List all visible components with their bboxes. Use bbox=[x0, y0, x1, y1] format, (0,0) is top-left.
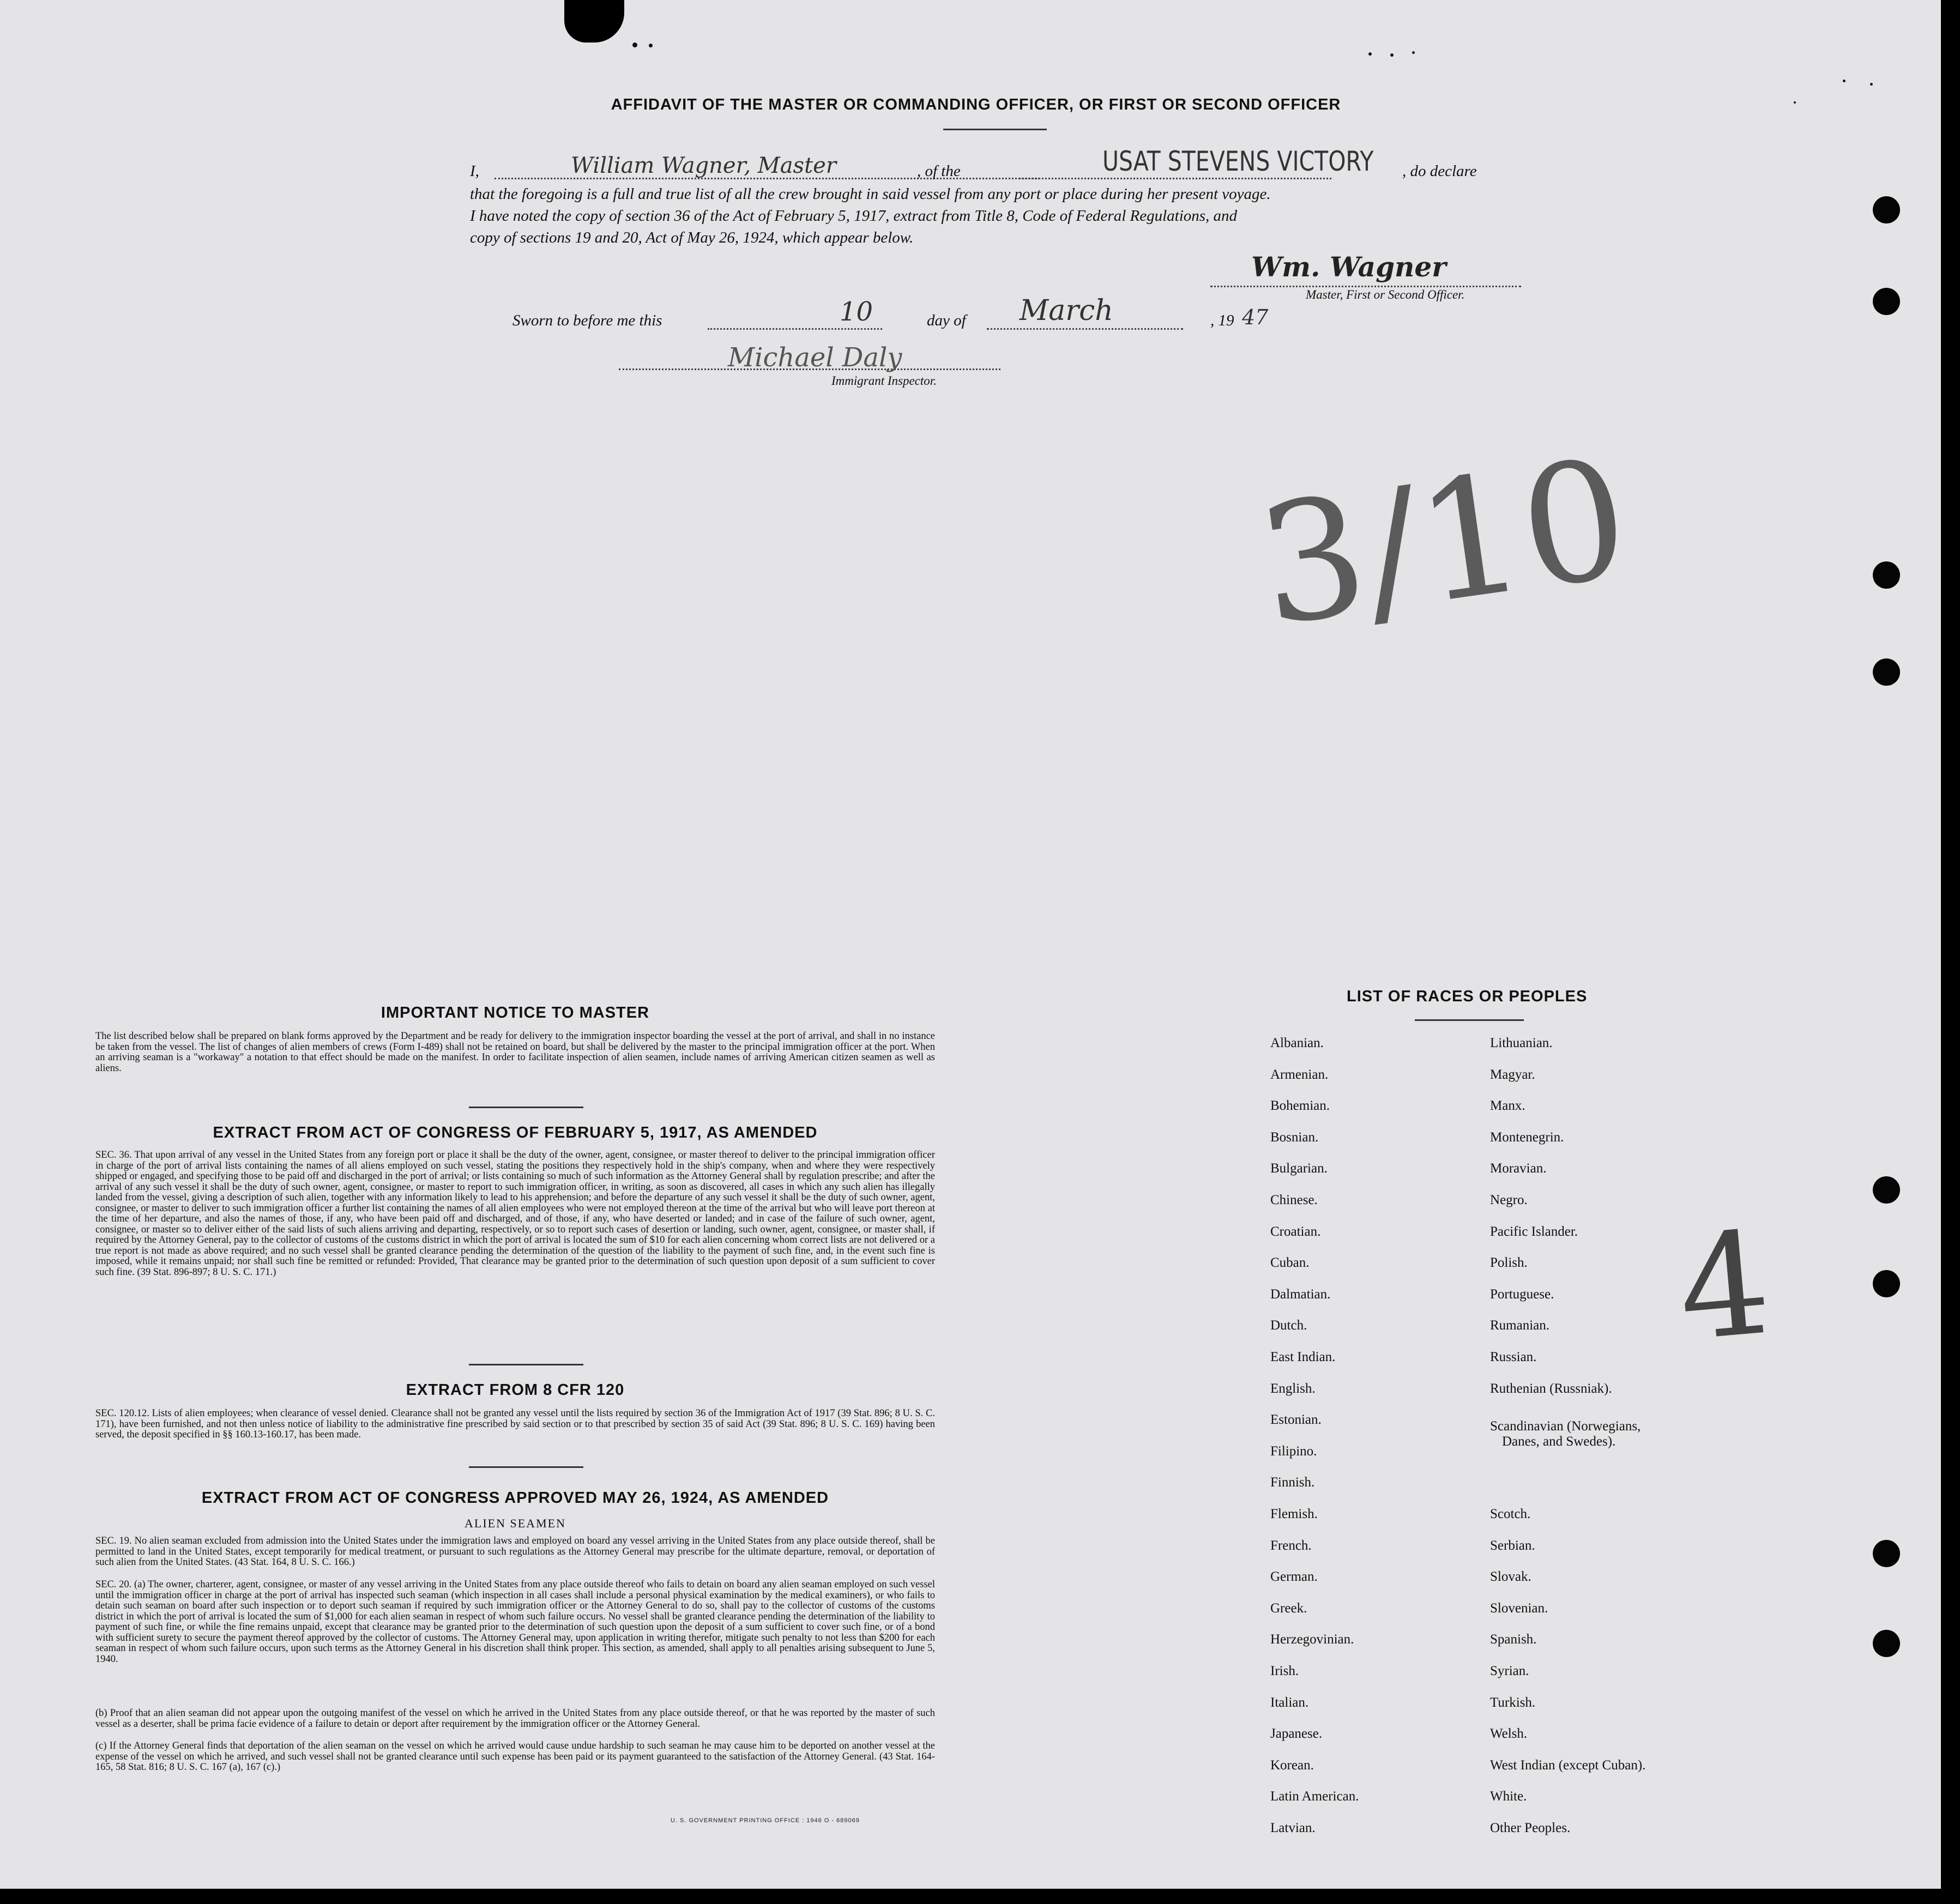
affidavit-line-1 bbox=[470, 146, 1528, 185]
punch-hole bbox=[1873, 1176, 1900, 1204]
race-item: Ruthenian (Russniak). bbox=[1490, 1381, 1612, 1396]
speck bbox=[1412, 51, 1415, 54]
race-item: Slovak. bbox=[1490, 1569, 1531, 1585]
race-item: Bosnian. bbox=[1270, 1129, 1319, 1145]
gpo-footer: U. S. GOVERNMENT PRINTING OFFICE : 1946 O - 689069 bbox=[671, 1817, 860, 1824]
races-title: LIST OF RACES OR PEOPLES bbox=[1347, 988, 1588, 1005]
race-item: Greek. bbox=[1270, 1600, 1307, 1616]
race-item: English. bbox=[1270, 1381, 1316, 1396]
race-item: Lithuanian. bbox=[1490, 1036, 1553, 1050]
affidavit-line-3: I have noted the copy of section 36 of the Act of February 5, 1917, extract from Title 8, Code of Federal Regulations, and bbox=[470, 207, 1238, 225]
race-item: Portuguese. bbox=[1490, 1286, 1554, 1302]
inspector-signature: Michael Daly bbox=[728, 342, 902, 373]
race-item: Magyar. bbox=[1490, 1067, 1535, 1082]
punch-hole bbox=[1873, 196, 1900, 223]
race-item: Scandinavian (Norwegians, bbox=[1490, 1419, 1641, 1434]
do-declare-text: , do declare bbox=[1402, 162, 1477, 180]
divider bbox=[469, 1466, 583, 1468]
affidavit-line-4: copy of sections 19 and 20, Act of May 26, 1924, which appear below. bbox=[470, 229, 914, 246]
race-item: Irish. bbox=[1270, 1664, 1299, 1678]
extract-cfr-text: SEC. 120.12. Lists of alien employees; when clearance of vessel denied. Clearance shall not be granted any vessel until the lists required by section 36 of the Immigration Act of 1917 (39 Stat. 896; 8 U. S. C. 171), have been furnished, and not then unless notice of liability to the administrative fine prescribed by said section or to that prescribed by section 35 of said Act (39 Stat. 896; 8 U. S. C. 169) having been served, the deposit specified in §§ 160.13-160.17, has been made. bbox=[95, 1408, 935, 1440]
race-item: Italian. bbox=[1270, 1695, 1309, 1710]
race-item: Rumanian. bbox=[1490, 1318, 1550, 1333]
day-dotline bbox=[708, 328, 882, 330]
race-item: Bulgarian. bbox=[1270, 1161, 1328, 1176]
inspector-dotline bbox=[619, 368, 1000, 370]
race-item: Chinese. bbox=[1270, 1193, 1318, 1207]
race-item: Other Peoples. bbox=[1490, 1821, 1571, 1835]
extract-1917-title: EXTRACT FROM ACT OF CONGRESS OF FEBRUARY 5, 1917, AS AMENDED bbox=[213, 1124, 818, 1141]
race-item: Armenian. bbox=[1270, 1067, 1329, 1082]
punch-hole bbox=[1873, 288, 1900, 315]
i-word: I, bbox=[470, 162, 479, 180]
race-item: Polish. bbox=[1490, 1255, 1528, 1271]
divider bbox=[469, 1364, 583, 1365]
punch-hole bbox=[1873, 561, 1900, 589]
sworn-line bbox=[512, 294, 1330, 337]
punch-hole bbox=[1873, 1270, 1900, 1297]
extract-1917-text: SEC. 36. That upon arrival of any vessel in the United States from any foreign port or place it shall be the duty of the owner, agent, consignee, or master thereof to deliver to the principal immigration officer in charge of the port of arrival lists containing the names of all aliens employed on such vessel, stating the positions they respectively hold in the ship's company, when and where they were respectively shipped or engaged, and specifying those to be paid off and discharged in the port of arrival; or lists containing so much of such information as the Attorney General shall by regulation prescribe; and after the arrival of any such vessel it shall be the duty of such owner, agent, consignee, or master to report to such immigration officer, in writing, as soon as discovered, all cases in which any such alien has illegally landed from the vessel, giving a description of such alien, together with any information likely to lead to his apprehension; and before the departure of any such vessel it shall be the duty of such owner, agent, consignee, or master to deliver to such immigration officer a further list containing the names of all alien employees who were not employed thereon at the time of the arrival but who will leave port thereon at the time of her departure, and also the names of those, if any, who have been paid off and discharged, and of those, if any, who have deserted or landed; and in case of the failure of such owner, agent, consignee, or master so to deliver either of the said lists of such aliens arriving and departing, respectively, or so to report such cases of desertion or landing, such owner, agent, consignee, or master shall, if required by the Attorney General, pay to the collector of customs of the customs district in which the port of arrival is located the sum of $10 for each alien concerning whom correct lists are not delivered or a true report is not made as above required; and no such vessel shall be granted clearance pending the determination of the question of the liability to the payment of such fine, and, in the event such fine is imposed, while it remains unpaid; nor shall such fine be remitted or refunded: Provided, That clearance may be granted prior to the determination of such question upon deposit of a sum sufficient to cover such fine. (39 Stat. 896-897; 8 U. S. C. 171.) bbox=[95, 1150, 935, 1278]
race-item: Moravian. bbox=[1490, 1161, 1547, 1176]
speck bbox=[632, 43, 637, 47]
race-item: Croatian. bbox=[1270, 1224, 1321, 1239]
affidavit-line-2: that the foregoing is a full and true list of all the crew brought in said vessel from any port or place during her present voyage. bbox=[470, 185, 1271, 203]
page-annotation: 4 bbox=[1672, 1201, 1777, 1373]
race-item: Negro. bbox=[1490, 1193, 1528, 1207]
master-name: William Wagner, Master bbox=[571, 153, 836, 178]
year-suffix: 47 bbox=[1242, 305, 1269, 329]
race-item: Turkish. bbox=[1490, 1695, 1536, 1710]
race-item: Bohemian. bbox=[1270, 1098, 1330, 1114]
race-item: Dutch. bbox=[1270, 1318, 1307, 1333]
punch-hole bbox=[1873, 1630, 1900, 1657]
vessel-name: USAT STEVENS VICTORY bbox=[1102, 146, 1374, 177]
punch-hole bbox=[1873, 658, 1900, 686]
race-item: Latvian. bbox=[1270, 1821, 1316, 1835]
race-item: Scotch. bbox=[1490, 1507, 1531, 1521]
master-signature: Wm. Wagner bbox=[1251, 251, 1446, 283]
of-the-text: , of the bbox=[917, 162, 961, 180]
race-item: Slovenian. bbox=[1490, 1600, 1548, 1616]
race-item: Herzegovinian. bbox=[1270, 1632, 1354, 1647]
race-item: Cuban. bbox=[1270, 1255, 1310, 1271]
divider bbox=[943, 129, 1047, 130]
sworn-month: March bbox=[1020, 294, 1113, 327]
torn-edge bbox=[564, 0, 624, 43]
date-annotation: 3/10 bbox=[1249, 423, 1639, 663]
signature-dotline bbox=[1210, 286, 1521, 287]
race-item: Latin American. bbox=[1270, 1789, 1359, 1804]
race-item: Dalmatian. bbox=[1270, 1286, 1331, 1302]
extract-1924-sec20c: (c) If the Attorney General finds that deportation of the alien seaman on the vessel on which he arrived would cause undue hardship to such seaman he may cause him to be deported on another vessel at the expense of the vessel on which he arrived, and such vessel shall not be granted clearance until such expense has been paid or its payment guaranteed to the satisfaction of the Attorney General. (43 Stat. 164-165, 58 Stat. 816; 8 U. S. C. 167 (a), 167 (c).) bbox=[95, 1740, 935, 1773]
divider bbox=[1415, 1019, 1524, 1021]
extract-1924-sec20a: SEC. 20. (a) The owner, charterer, agent, consignee, or master of any vessel arriving in the United States from any place outside thereof who fails to detain on board any alien seaman employed on such vessel until the immigration officer in charge at the port of arrival has inspected such seaman (which inspection in all cases shall include a personal physical examination by the medical examiners), or who fails to detain such seaman on board after such inspection or to deport such seaman if required by such immigration officer or the Attorney General to do so, shall pay to the collector of customs of the customs district in which the port of arrival is located the sum of $1,000 for each alien seaman in respect of whom such failure occurs. No vessel shall be granted clearance pending the determination of the liability to payment of such fine, or while the fine remains unpaid, except that clearance may be granted prior to the determination of such question upon the deposit of a sum sufficient to cover such fine, or of a bond with sufficient surety to secure the payment thereof approved by the collector of customs. The Attorney General may, upon application in writing therefor, mitigate such penalty to not less than $200 for each seaman in respect of whom such failure occurs, upon such terms as the Attorney General in his discretion shall think proper. This section, as amended, shall apply to all penalties arising subsequent to June 5, 1940. bbox=[95, 1579, 935, 1665]
race-item: Filipino. bbox=[1270, 1443, 1317, 1459]
race-item: Montenegrin. bbox=[1490, 1129, 1564, 1145]
punch-hole bbox=[1873, 1540, 1900, 1567]
inspector-caption: Immigrant Inspector. bbox=[831, 374, 937, 388]
speck bbox=[1794, 101, 1796, 104]
sworn-day: 10 bbox=[840, 297, 873, 327]
notice-title: IMPORTANT NOTICE TO MASTER bbox=[381, 1004, 650, 1021]
race-item: German. bbox=[1270, 1569, 1318, 1585]
race-item: Russian. bbox=[1490, 1350, 1537, 1364]
speck bbox=[649, 44, 653, 47]
extract-cfr-title: EXTRACT FROM 8 CFR 120 bbox=[406, 1381, 625, 1399]
sworn-prefix: Sworn to before me this bbox=[512, 312, 662, 329]
speck bbox=[1390, 53, 1394, 57]
affidavit-title: AFFIDAVIT OF THE MASTER OR COMMANDING OFFICER, OR FIRST OR SECOND OFFICER bbox=[611, 96, 1341, 113]
race-item: Finnish. bbox=[1270, 1475, 1315, 1490]
extract-1924-subtitle: ALIEN SEAMEN bbox=[465, 1516, 566, 1530]
divider bbox=[469, 1107, 583, 1108]
race-item: Korean. bbox=[1270, 1757, 1314, 1773]
race-item: Syrian. bbox=[1490, 1664, 1529, 1678]
signature-caption: Master, First or Second Officer. bbox=[1306, 288, 1465, 301]
vessel-dotline bbox=[1015, 178, 1331, 179]
day-of-text: day of bbox=[927, 312, 966, 329]
race-item: East Indian. bbox=[1270, 1350, 1336, 1364]
speck bbox=[1368, 52, 1372, 56]
race-item: Danes, and Swedes). bbox=[1502, 1434, 1616, 1449]
speck bbox=[1843, 80, 1846, 82]
race-item: Japanese. bbox=[1270, 1726, 1323, 1742]
race-item: Spanish. bbox=[1490, 1632, 1537, 1647]
year-prefix: , 19 bbox=[1210, 312, 1234, 329]
extract-1924-sec19: SEC. 19. No alien seaman excluded from admission into the United States under the immigration laws and employed on board any vessel arriving in the United States from any place outside thereof, shall be permitted to land in the United States, except temporarily for medical treatment, or pursuant to such regulations as the Attorney General may prescribe for the ultimate departure, removal, or deportation of such alien from the United States. (43 Stat. 164, 8 U. S. C. 166.) bbox=[95, 1536, 935, 1568]
race-item: Albanian. bbox=[1270, 1036, 1324, 1050]
race-item: Serbian. bbox=[1490, 1538, 1535, 1553]
extract-1924-sec20b: (b) Proof that an alien seaman did not appear upon the outgoing manifest of the vessel on which he arrived in the United States from any place outside thereof, or that he was reported by the master of such vessel as a deserter, shall be prima facie evidence of a failure to detain or deport after requirement by the immigration officer or the Attorney General. bbox=[95, 1708, 935, 1730]
race-item: Flemish. bbox=[1270, 1507, 1318, 1521]
race-item: French. bbox=[1270, 1538, 1312, 1553]
race-item: Pacific Islander. bbox=[1490, 1224, 1578, 1239]
extract-1924-title: EXTRACT FROM ACT OF CONGRESS APPROVED MAY 26, 1924, AS AMENDED bbox=[201, 1489, 829, 1507]
speck bbox=[1870, 83, 1873, 86]
race-item: West Indian (except Cuban). bbox=[1490, 1757, 1646, 1773]
race-item: White. bbox=[1490, 1789, 1527, 1804]
race-item: Estonian. bbox=[1270, 1412, 1322, 1428]
month-dotline bbox=[987, 328, 1183, 330]
race-item: Welsh. bbox=[1490, 1726, 1528, 1742]
notice-text: The list described below shall be prepared on blank forms approved by the Department and be ready for delivery to the immigration inspector boarding the vessel at the port of arrival, and shall in no instance be taken from the vessel. The list of changes of alien members of crews (Form I-489) shall not be retained on board, but shall be delivered by the master to the principal immigration officer at the port. When an arriving seaman is a "workaway" a notation to that effect should be made on the manifest. In order to facilitate inspection of alien seamen, include names of arriving American citizen seamen as well as aliens. bbox=[95, 1031, 935, 1074]
race-item: Manx. bbox=[1490, 1098, 1525, 1114]
